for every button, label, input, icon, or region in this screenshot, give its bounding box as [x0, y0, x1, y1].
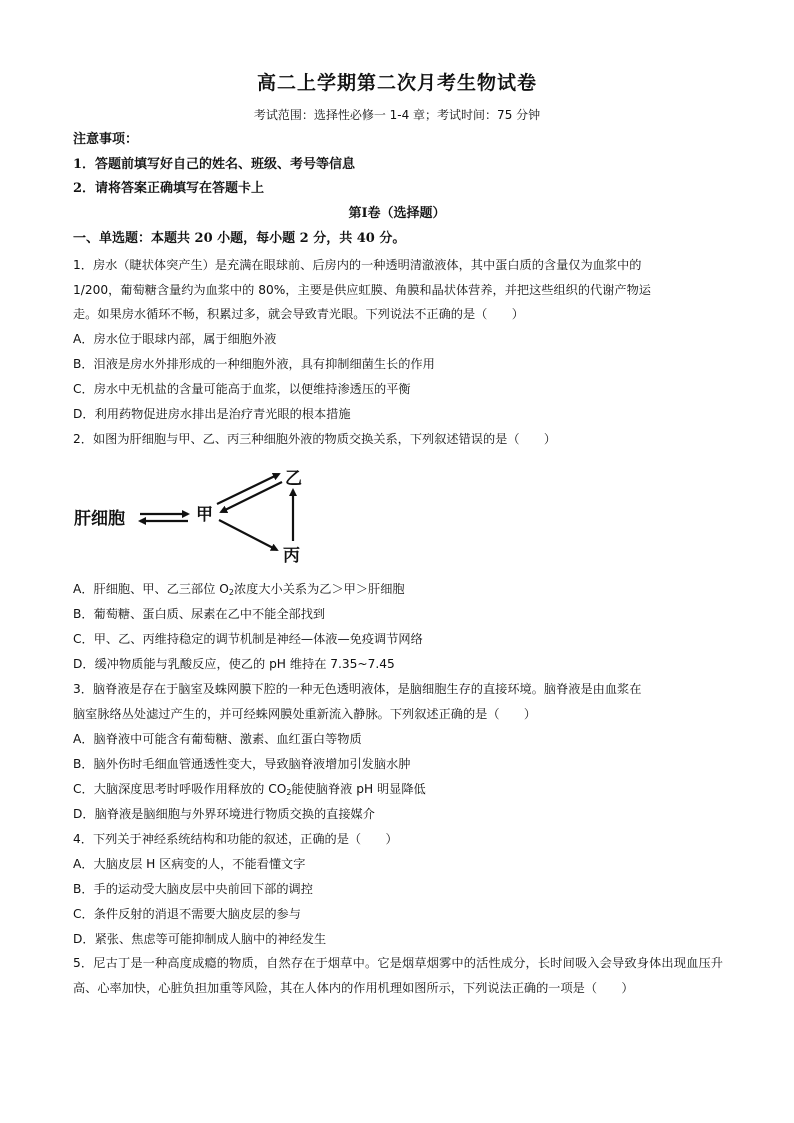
- question-stem: 4．下列关于神经系统结构和功能的叙述，正确的是（ ）: [73, 832, 398, 846]
- page-title: 高二上学期第二次月考生物试卷: [256, 72, 537, 94]
- option-c: C．房水中无机盐的含量可能高于血浆，以便维持渗透压的平衡: [73, 382, 411, 396]
- notice-item: 2．请将答案正确填写在答题卡上: [73, 181, 265, 196]
- question-stem: 1．房水（睫状体突产生）是充满在眼球前、后房内的一种透明清澈液体，其中蛋白质的含量仅为血浆中的: [73, 258, 642, 272]
- question-stem: 5．尼古丁是一种高度成瘾的物质，自然存在于烟草中。它是烟草烟雾中的活性成分，长时间吸入会导致身体出现血压升高、心率加快，心脏负担加重等风险，其在人体内的作用机理如图所示，下列说法正确的一项是（ ）: [73, 956, 723, 995]
- option-d: D．紧张、焦虑等可能抑制成人脑中的神经发生: [73, 932, 327, 946]
- question-stem: 3．脑脊液是存在于脑室及蛛网膜下腔的一种无色透明液体，是脑细胞生存的直接环境。脑脊液是由血浆在: [73, 682, 642, 696]
- option-c: C．甲、乙、丙维持稳定的调节机制是神经—体液—免疫调节网络: [73, 632, 423, 646]
- label-yi: 乙: [285, 469, 302, 489]
- option-b: B．葡萄糖、蛋白质、尿素在乙中不能全部找到: [73, 607, 326, 621]
- question-stem: 脑室脉络丛处滤过产生的，并可经蛛网膜处重新流入静脉。下列叙述正确的是（ ）: [73, 707, 537, 721]
- label-jia: 甲: [196, 505, 213, 525]
- question-stem: 2．如图为肝细胞与甲、乙、丙三种细胞外液的物质交换关系，下列叙述错误的是（ ）: [73, 432, 557, 446]
- fluid-exchange-diagram: [72, 458, 334, 566]
- exam-info: 考试范围：选择性必修一 1-4 章；考试时间：75 分钟: [253, 108, 541, 122]
- option-d: D．利用药物促进房水排出是治疗青光眼的根本措施: [73, 407, 351, 421]
- option-b: B．泪液是房水外排形成的一种细胞外液，具有抑制细菌生长的作用: [73, 357, 435, 371]
- part-heading: 一、单选题：本题共 20 小题，每小题 2 分，共 40 分。: [73, 231, 406, 246]
- option-a: A．脑脊液中可能含有葡萄糖、激素、血红蛋白等物质: [73, 732, 362, 746]
- option-b: B．手的运动受大脑皮层中央前回下部的调控: [73, 882, 313, 896]
- option-a: A．肝细胞、甲、乙三部位 $O_2$浓度大小关系为乙＞甲＞肝细胞: [73, 582, 405, 597]
- notice-heading: 注意事项：: [73, 132, 139, 147]
- section-title: 第Ⅰ卷（选择题）: [348, 206, 446, 221]
- option-d: D．脑脊液是脑细胞与外界环境进行物质交换的直接媒介: [73, 807, 375, 821]
- option-c: C．条件反射的消退不需要大脑皮层的参与: [73, 907, 301, 921]
- arrow-jia-to-bing: [219, 520, 277, 550]
- option-c: C．大脑深度思考时呼吸作用释放的 $CO_2$能使脑脊液 pH 明显降低: [73, 782, 426, 797]
- option-b: B．脑外伤时毛细血管通透性变大，导致脑脊液增加引发脑水肿: [73, 757, 411, 771]
- label-liver-cell: 肝细胞: [74, 509, 125, 529]
- option-a: A．房水位于眼球内部，属于细胞外液: [73, 332, 277, 346]
- option-a: A．大脑皮层 H 区病变的人，不能看懂文字: [73, 857, 306, 871]
- notice-item: 1．答题前填写好自己的姓名、班级、考号等信息: [73, 157, 356, 172]
- question-stem: 1/200，葡萄糖含量约为血浆中的 80%，主要是供应虹膜、角膜和晶状体营养，并把这些组织的代谢产物运: [73, 283, 651, 297]
- question-stem: 走。如果房水循环不畅，积累过多，就会导致青光眼。下列说法不正确的是（ ）: [73, 307, 524, 321]
- option-d: D．缓冲物质能与乳酸反应，使乙的 pH 维持在 7.35~7.45: [73, 657, 395, 671]
- label-bing: 丙: [283, 546, 300, 566]
